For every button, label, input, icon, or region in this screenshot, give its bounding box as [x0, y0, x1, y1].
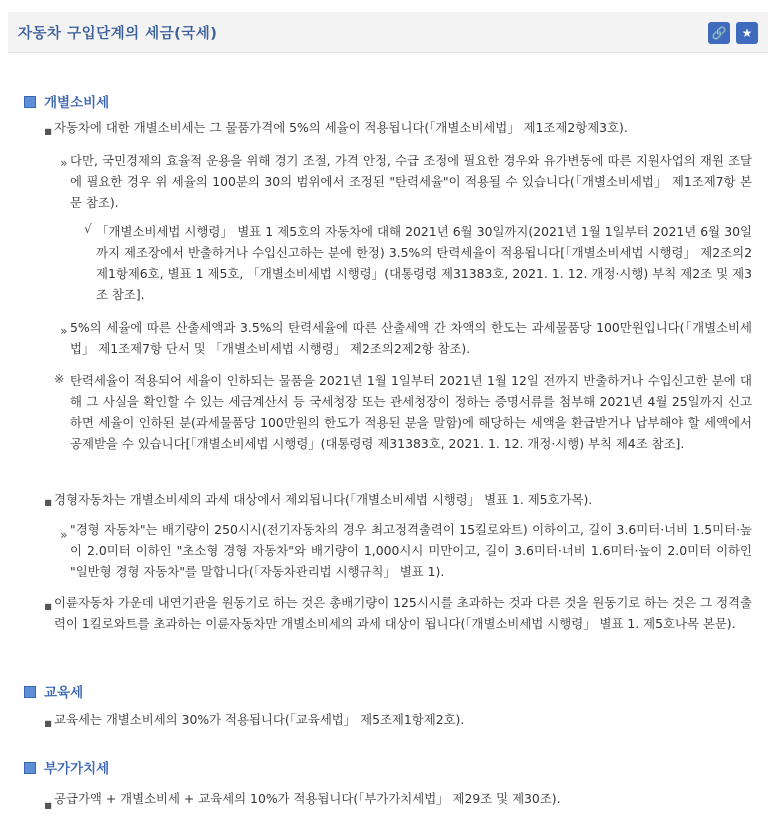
- paragraph-s1-sub2: 5%의 세율에 따른 산출세액과 3.5%의 탄력세율에 따른 산출세액 간 차액의 한도는 과세물품당 100만원입니다(「개별소비세법」 제1조제7항 단서 및 「개별소비세법 시행령」 제2조의2제2항 참조).: [70, 320, 752, 356]
- paragraph-s2-b1: 교육세는 개별소비세의 30%가 적용됩니다(「교육세법」 제5조제1항제2호).: [54, 712, 465, 727]
- paragraph-s1-sub1: 다만, 국민경제의 효율적 운용을 위해 경기 조절, 가격 안정, 수급 조정에 필요한 경우와 유가변동에 따른 지원사업의 재원 조달에 필요한 경우 위 세율의 100분의 30의 범위에서 조정된 "탄력세율"이 적용될 수 있습니다(「개별소비세법」 제1조제7항 본문 참조).: [70, 153, 752, 210]
- bullet-icon: ▪: [44, 797, 53, 812]
- bullet-icon: ▪: [44, 715, 53, 730]
- star-icon: ★: [741, 26, 753, 40]
- page-header: [8, 12, 768, 53]
- arrow-icon: »: [60, 155, 68, 170]
- arrow-icon: »: [60, 323, 68, 338]
- paragraph-s1-b3: 이륜자동차 가운데 내연기관을 원동기로 하는 것은 총배기량이 125시시를 초과하는 것과 다른 것을 원동기로 하는 것은 그 정격출력이 1킬로와트를 초과하는 이륜자동차만 개별소비세의 과세 대상이 됩니다(「개별소비세법 시행령」 별표 1. 제5호나목 본문).: [54, 595, 752, 631]
- section-title-special-consumption-tax: 개별소비세: [24, 91, 109, 111]
- paragraph-s1-b2: 경형자동차는 개별소비세의 과세 대상에서 제외됩니다(「개별소비세법 시행령」 별표 1. 제5호가목).: [54, 492, 593, 507]
- page-title: 자동차 구입단계의 세금(국세): [18, 26, 218, 42]
- section-title-education-tax: 교육세: [24, 681, 83, 701]
- bullet-icon: ▪: [44, 598, 53, 613]
- section-square-icon: [24, 96, 36, 108]
- paragraph-s1-b1: 자동차에 대한 개별소비세는 그 물품가격에 5%의 세율이 적용됩니다(「개별소비세법」 제1조제2항제3호).: [54, 120, 628, 135]
- link-button[interactable]: [708, 22, 730, 44]
- section-title-vat: 부가가치세: [24, 757, 109, 777]
- bookmark-button[interactable]: [736, 22, 758, 44]
- section-square-icon: [24, 762, 36, 774]
- paragraph-s1-check1: 「개별소비세법 시행령」 별표 1 제5호의 자동차에 대해 2021년 6월 30일까지(2021년 1월 1일부터 2021년 6월 30일까지 제조장에서 반출하거나 수입신고하는 분에 한정) 3.5%의 탄력세율이 적용됩니다[「개별소비세법 시행령」 제2조의2제1항제6호, 별표 1 제5호, 「개별소비세법 시행령」(대통령령 제31383호, 2021. 1. 12. 개정·시행) 부칙 제2조 및 제3조 참조].: [96, 224, 752, 302]
- bullet-icon: ▪: [44, 123, 53, 138]
- check-icon: √: [84, 221, 92, 236]
- section-square-icon: [24, 686, 36, 698]
- arrow-icon: »: [60, 527, 68, 542]
- note-icon: ※: [54, 371, 65, 386]
- paragraph-s1-sub3: "경형 자동차"는 배기량이 250시시(전기자동차의 경우 최고정격출력이 15킬로와트) 이하이고, 길이 3.6미터·너비 1.5미터·높이 2.0미터 이하인 "초소형 경형 자동차"와 배기량이 1,000시시 미만이고, 길이 3.6미터·너비 1.6미터·높이 2.0미터 이하인 "일반형 경형 자동차"를 말합니다(「자동차관리법 시행규칙」 별표 1).: [70, 522, 752, 579]
- bullet-icon: ▪: [44, 494, 53, 509]
- link-icon: 🔗: [711, 26, 727, 40]
- paragraph-s1-note: 탄력세율이 적용되어 세율이 인하되는 물품을 2021년 1월 1일부터 2021년 1월 12일 전까지 반출하거나 수입신고한 분에 대해 그 사실을 확인할 수 있는 세금계산서 등 국세청장 또는 관세청장이 정하는 증명서류를 첨부해 2021년 4월 25일까지 신고하면 세율이 인하된 분(과세물품당 100만원의 한도가 적용된 분을 말함)에 해당하는 세액을 환급받거나 납부해야 할 세액에서 공제받을 수 있습니다[「개별소비세법 시행령」(대통령령 제31383호, 2021. 1. 12. 개정·시행) 부칙 제4조 참조].: [70, 373, 752, 451]
- paragraph-s3-b1: 공급가액 + 개별소비세 + 교육세의 10%가 적용됩니다(「부가가치세법」 제29조 및 제30조).: [54, 791, 561, 806]
